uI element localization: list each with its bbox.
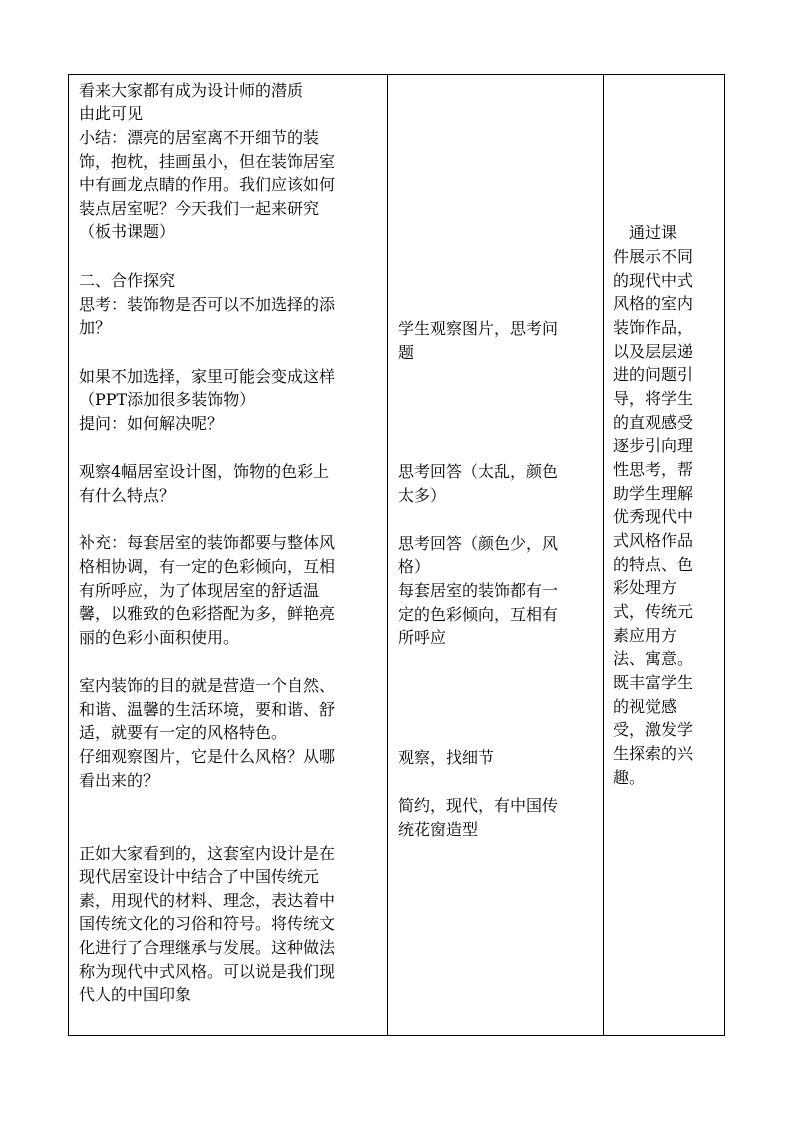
intent-text-line: 的特点、色 [613, 555, 694, 574]
student-text-line: 思考回答（太乱，颜色 [398, 462, 559, 481]
intent-text-line: 趣。 [613, 768, 646, 787]
student-text-line: 题 [398, 343, 415, 362]
teacher-text-line: 国传统文化的习俗和符号。将传统文 [79, 914, 336, 933]
section-heading: 二、合作探究 [79, 271, 176, 290]
teacher-text-line: 丽的色彩小面积使用。 [79, 628, 240, 647]
student-text-line: 学生观察图片，思考问 [398, 319, 559, 338]
teacher-text-line: （PPT添加很多装饰物） [79, 390, 256, 409]
intent-text-line: 式风格作品 [613, 531, 694, 550]
intent-text-line: 装饰作品， [613, 318, 694, 337]
teacher-text-line: 中有画龙点睛的作用。我们应该如何 [79, 175, 336, 194]
lesson-table [68, 74, 725, 1036]
teacher-text-line: 小结：漂亮的居室离不开细节的装 [79, 128, 320, 147]
student-text-line: 所呼应 [398, 628, 447, 647]
teacher-text-line: 代人的中国印象 [79, 985, 192, 1004]
teacher-text-line: 看来大家都有成为设计师的潜质 [79, 81, 304, 100]
intent-text-line: 的现代中式 [613, 271, 694, 290]
teacher-text-line: 馨，以雅致的色彩搭配为多，鲜艳亮 [79, 604, 336, 623]
intent-text-line: 彩处理方 [613, 578, 678, 597]
teacher-text-line: 思考：装饰物是否可以不加选择的添 [79, 295, 336, 314]
intent-text-line: 的直观感受 [613, 413, 694, 432]
teacher-text-line: 称为现代中式风格。可以说是我们现 [79, 962, 336, 981]
teacher-text-line: 化进行了合理继承与发展。这种做法 [79, 938, 336, 957]
student-text-line: 简约，现代，有中国传 [398, 796, 559, 815]
student-text-line: 太多） [398, 486, 447, 505]
student-text-line: 思考回答（颜色少，风 [398, 534, 559, 553]
teacher-text-line: 加？ [79, 318, 112, 337]
teacher-text-line: （板书课题） [79, 222, 176, 241]
teacher-text-line: 格相协调，有一定的色彩倾向，互相 [79, 557, 336, 576]
intent-text-line: 既丰富学生 [613, 673, 694, 692]
teacher-text-line: 装点居室呢？今天我们一起来研究 [79, 199, 320, 218]
teacher-text-line: 观察4幅居室设计图，饰物的色彩上 [79, 462, 330, 481]
teacher-text-line: 有什么特点？ [79, 486, 176, 505]
intent-text-line: 素应用方 [613, 626, 678, 645]
intent-text-line: 优秀现代中 [613, 507, 694, 526]
intent-text-line: 导，将学生 [613, 389, 694, 408]
teacher-text-line: 补充：每套居室的装饰都要与整体风 [79, 533, 336, 552]
student-text-line: 格） [398, 557, 431, 576]
student-text-line: 定的色彩倾向，互相有 [398, 605, 559, 624]
teacher-text-line: 适，就要有一定的风格特色。 [79, 723, 288, 742]
student-text-line: 每套居室的装饰都有一 [398, 581, 559, 600]
teacher-text-line: 正如大家看到的，这套室内设计是在 [79, 844, 336, 863]
student-text-line: 观察，找细节 [398, 748, 495, 767]
teacher-text-line: 室内装饰的目的就是营造一个自然、 [79, 676, 336, 695]
teacher-text-line: 和谐、温馨的生活环境，要和谐、舒 [79, 700, 336, 719]
student-text-line: 统花窗造型 [398, 820, 479, 839]
teacher-text-line: 现代居室设计中结合了中国传统元 [79, 867, 320, 886]
intent-text-line: 通过课 [613, 223, 678, 242]
teacher-activity-column [69, 75, 388, 1035]
teacher-text-line: 有所呼应，为了体现居室的舒适温 [79, 581, 320, 600]
teacher-text-line: 饰，抱枕，挂画虽小，但在装饰居室 [79, 152, 336, 171]
teacher-text-line: 仔细观察图片，它是什么风格？从哪 [79, 747, 336, 766]
teacher-text-line: 看出来的？ [79, 771, 160, 790]
teacher-text-line: 提问：如何解决呢？ [79, 414, 224, 433]
student-activity-column [388, 75, 604, 1035]
intent-text-line: 式，传统元 [613, 602, 694, 621]
teacher-text-line: 如果不加选择，家里可能会变成这样 [79, 367, 336, 386]
design-intent-column [604, 75, 725, 1035]
intent-text-line: 逐步引向理 [613, 436, 694, 455]
intent-text-line: 性思考，帮 [613, 460, 694, 479]
teacher-text-line: 素，用现代的材料、理念，表达着中 [79, 891, 336, 910]
intent-text-line: 的视觉感 [613, 697, 678, 716]
intent-text-line: 法、寓意。 [613, 649, 694, 668]
teacher-text-line: 由此可见 [79, 104, 144, 123]
intent-text-line: 风格的室内 [613, 294, 694, 313]
intent-text-line: 助学生理解 [613, 484, 694, 503]
intent-text-line: 件展示不同 [613, 247, 694, 266]
intent-text-line: 受，激发学 [613, 720, 694, 739]
intent-text-line: 以及层层递 [613, 342, 694, 361]
intent-text-line: 生探索的兴 [613, 744, 694, 763]
intent-text-line: 进的问题引 [613, 365, 694, 384]
